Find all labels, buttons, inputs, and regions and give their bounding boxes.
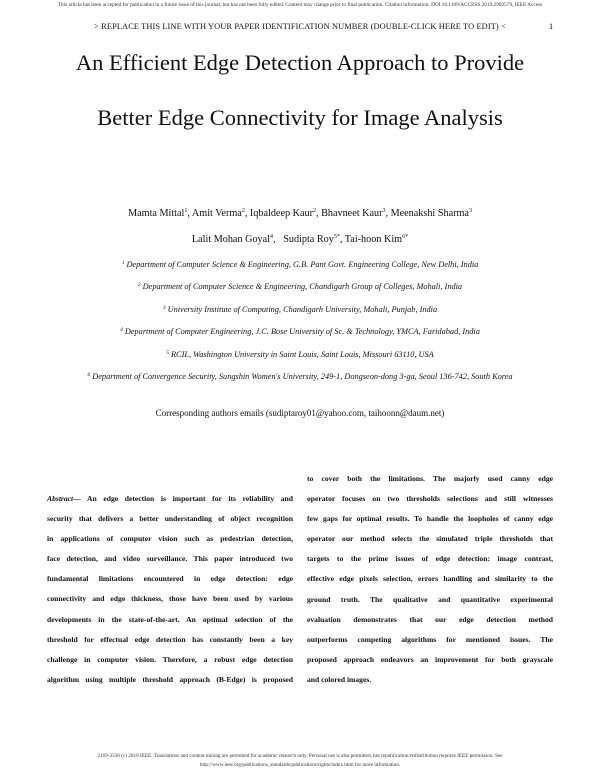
abstract-label: Abstract — [47, 494, 74, 503]
abstract-line: security that delivers a better understanding of object recognition — [47, 514, 293, 524]
page-number: 1 — [549, 22, 554, 31]
abstract-line — [47, 489, 293, 509]
affiliation — [0, 372, 600, 381]
affiliation-text: Department of Computer Engineering, J.C. Bose University of Sc. & Technology, YMCA, Faridabad, India — [124, 327, 480, 336]
author-name: Tai-hoon Kim — [344, 234, 403, 245]
author-affiliation-mark: 5* — [333, 234, 340, 240]
affiliation-number: 1 — [121, 260, 125, 266]
paper-header: > REPLACE THIS LINE WITH YOUR PAPER IDENTIFICATION NUMBER (DOUBLE-CLICK HERE TO EDIT) < — [94, 22, 506, 31]
author-name: Mamta Mittal — [128, 208, 185, 219]
corresponding-authors: Corresponding authors emails (sudiptaroy01@yahoo.com, taihoonn@daum.net) — [155, 408, 445, 418]
abstract-line: ground truth. The qualitative and quantitative experimental — [307, 594, 553, 604]
abstract-line: operator focuses on two thresholds selections and still witnesses — [307, 494, 553, 504]
abstract-line: connectivity and edge thickness, those have been used by various — [47, 594, 293, 604]
affiliation-text: RCIL, Washington University in Saint Louis, Saint Louis, Missouri 63110, USA — [170, 350, 434, 359]
author-affiliation-mark: 1 — [184, 208, 188, 214]
abstract-line: developments in the state-of-the-art. An optimal selection of the — [47, 614, 293, 624]
author-affiliation-mark: 2 — [241, 208, 245, 214]
abstract-line: outperforms competing algorithms for mentioned issues. The — [307, 634, 553, 644]
footer-line-2: http://www.ieee.org/publications_standards/publications/rights/index.html for more information. — [199, 762, 401, 768]
affiliation — [0, 350, 600, 359]
abstract-line: face detection, and video surveillance. This paper introduced two — [47, 554, 293, 564]
abstract-line: algorithm using multiple threshold approach (B-Edge) is proposed — [47, 674, 293, 684]
affiliation — [0, 305, 600, 314]
abstract-line: few gaps for optimal results. To handle the loopholes of canny edge — [307, 514, 553, 524]
abstract-line: proposed approach endeavors an improvement for both grayscale — [307, 654, 553, 664]
abstract-line: targets to the prime issues of edge detection: image contrast, — [307, 554, 553, 564]
abstract-first-text: An edge detection is important for its reliability and — [87, 494, 293, 503]
affiliation — [0, 260, 600, 269]
author-affiliation-mark: 3 — [468, 208, 472, 214]
abstract-line: evaluation demonstrates that our edge detection method — [307, 614, 553, 624]
abstract-right-column — [307, 469, 553, 690]
affiliation-text: Department of Convergence Security, Sungshin Women's University, 249-1, Dongseon-dong 3-ga, Seoul 136-742, South Korea — [92, 372, 513, 381]
abstract-line: fundamental limitations encountered in edge detection: edge — [47, 574, 293, 584]
footer-line-1: 2169-3536 (c) 2018 IEEE. Translations and content mining are permitted for academic research only. Personal use is also permitted, but republication/redistribution requires IEEE permission. See — [97, 753, 503, 759]
affiliation — [0, 327, 600, 336]
abstract-dash: — — [73, 494, 87, 503]
affiliation-number: 3 — [162, 305, 166, 311]
publication-banner: This article has been accepted for publication in a future issue of this journal, but has not been fully edited. Content may change prior to final publication. Citation information: DOI 10.1109/ACCESS.2019.2902579, IEEE Access — [57, 2, 543, 8]
affiliation — [0, 282, 600, 291]
affiliation-text: Department of Computer Science & Engineering, Chandigarh Group of Colleges, Mohali, India — [142, 282, 463, 291]
abstract-line: effective edge pixels selection, errors handling and similarity to the — [307, 574, 553, 584]
author-name: Meenakshi Sharma — [390, 208, 469, 219]
copyright-footer — [0, 752, 600, 770]
author-name: Bhavneet Kaur — [321, 208, 383, 219]
abstract-line: to cover both the limitations. The majorly used canny edge — [307, 474, 553, 483]
authors-line-2: Lalit Mohan Goyal$^4$, Sudipta Roy$^{5*}$, Tai-hoon Kim$^{6*}$ — [191, 234, 409, 245]
author-affiliation-mark: 3 — [382, 208, 386, 214]
author-affiliation-mark: 6* — [402, 234, 409, 240]
authors-line-1: Mamta Mittal$^1$, Amit Verma$^2$, Iqbaldeep Kaur$^2$, Bhavneet Kaur$^3$, Meenakshi Sharma$^3$ — [128, 208, 472, 219]
affiliation-number: 4 — [120, 327, 123, 333]
author-affiliation-mark: 2 — [312, 208, 316, 214]
affiliation-text: University Institute of Computing, Chandigarh University, Mohali, Punjab, India — [167, 305, 438, 314]
author-name: Iqbaldeep Kaur — [249, 208, 313, 219]
affiliation-text: Department of Computer Science & Engineering, G.B. Pant Govt. Engineering College, New Delhi, India — [126, 260, 479, 269]
affiliation-number: 6 — [87, 372, 91, 378]
abstract-line: in applications of computer vision such as pedestrian detection, — [47, 534, 293, 544]
paper-title-line-1: An Efficient Edge Detection Approach to Provide — [75, 50, 525, 75]
abstract-line: operator our method selects the simulated triple thresholds that — [307, 534, 553, 544]
paper-title-line-2: Better Edge Connectivity for Image Analysis — [97, 105, 503, 130]
abstract-line: threshold for effectual edge detection has constantly been a key — [47, 634, 293, 644]
abstract-line: and colored images. — [307, 674, 372, 684]
abstract-left-column — [47, 489, 293, 690]
abstract-line: challenge in computer vision. Therefore, a robust edge detection — [47, 654, 293, 664]
author-affiliation-mark: 4 — [270, 234, 273, 240]
affiliation-number: 5 — [166, 350, 169, 356]
affiliation-number: 2 — [137, 282, 141, 288]
author-name: Sudipta Roy — [283, 234, 334, 245]
author-name: Lalit Mohan Goyal — [191, 234, 270, 245]
author-name: Amit Verma — [191, 208, 242, 219]
